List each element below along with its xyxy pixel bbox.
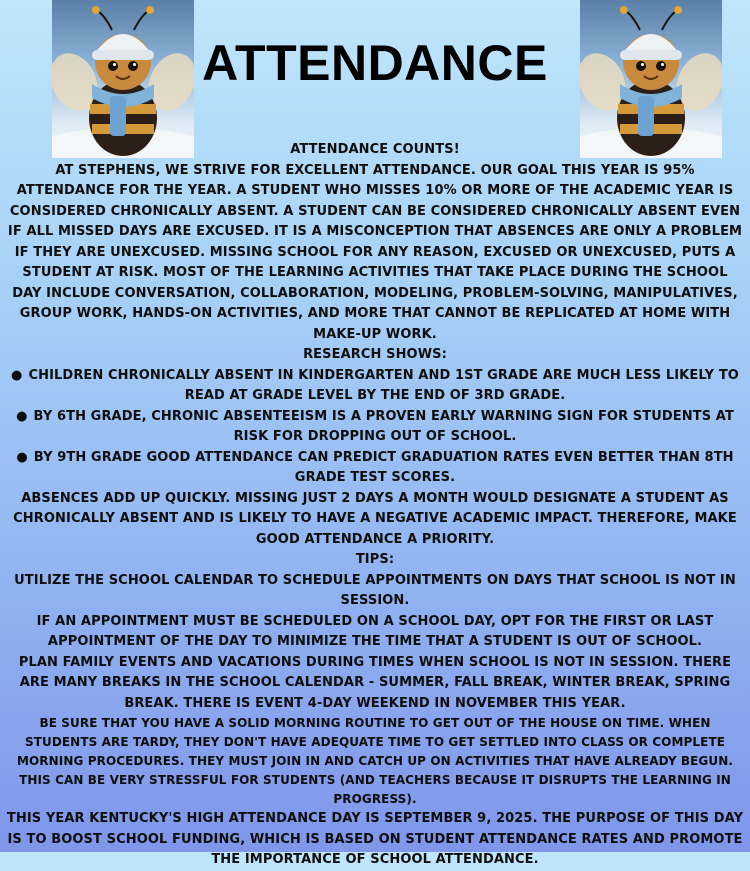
tip-item: BE SURE THAT YOU HAVE A SOLID MORNING ROUTINE TO GET OUT OF THE HOUSE ON TIME. WHEN STUDENTS ARE TARDY, THEY DON'T HAVE ADEQUATE TIME TO GET SETTLED INTO CLASS OR COMPLETE MORNING PROCEDURES. THEY MUST JOIN IN AND CATCH UP ON ACTIVITIES THAT HAVE ALREADY BEGUN. THIS CAN BE VERY STRESSFUL FOR STUDENTS (AND TEACHERS BECAUSE IT DISRUPTS THE LEARNING IN PROGRESS). (16, 716, 734, 806)
document-body (6, 140, 744, 871)
tip-item: PLAN FAMILY EVENTS AND VACATIONS DURING TIMES WHEN SCHOOL IS NOT IN SESSION. THERE ARE MANY BREAKS IN THE SCHOOL CALENDAR - SUMMER, FALL BREAK, WINTER BREAK, SPRING BREAK. THERE IS EVENT 4-DAY WEEKEND IN NOVEMBER THIS YEAR. (18, 654, 732, 711)
tip-item: UTILIZE THE SCHOOL CALENDAR TO SCHEDULE APPOINTMENTS ON DAYS THAT SCHOOL IS NOT IN SESSION. (14, 572, 736, 608)
research-item: ● BY 6TH GRADE, CHRONIC ABSENTEEISM IS A PROVEN EARLY WARNING SIGN FOR STUDENTS AT RISK FOR DROPPING OUT OF SCHOOL. (6, 407, 744, 448)
section-heading-attendance-counts: ATTENDANCE COUNTS! (290, 142, 460, 157)
tip-item: IF AN APPOINTMENT MUST BE SCHEDULED ON A SCHOOL DAY, OPT FOR THE FIRST OR LAST APPOINTMENT OF THE DAY TO MINIMIZE THE TIME THAT A STUDENT IS OUT OF SCHOOL. (36, 613, 714, 649)
absences-paragraph: ABSENCES ADD UP QUICKLY. MISSING JUST 2 DAYS A MONTH WOULD DESIGNATE A STUDENT AS CHRONICALLY ABSENT AND IS LIKELY TO HAVE A NEGATIVE ACADEMIC IMPACT. THEREFORE, MAKE GOOD ATTENDANCE A PRIORITY. (13, 490, 737, 547)
research-item: ● CHILDREN CHRONICALLY ABSENT IN KINDERGARTEN AND 1ST GRADE ARE MUCH LESS LIKELY TO READ AT GRADE LEVEL BY THE END OF 3RD GRADE. (6, 366, 744, 407)
research-item: ● BY 9TH GRADE GOOD ATTENDANCE CAN PREDICT GRADUATION RATES EVEN BETTER THAN 8TH GRADE TEST SCORES. (6, 448, 744, 489)
section-heading-research: RESEARCH SHOWS: (303, 347, 447, 362)
intro-paragraph: AT STEPHENS, WE STRIVE FOR EXCELLENT ATTENDANCE. OUR GOAL THIS YEAR IS 95% ATTENDANCE FOR THE YEAR. A STUDENT WHO MISSES 10% OR MORE OF THE ACADEMIC YEAR IS CONSIDERED CHRONICALLY ABSENT. A STUDENT CAN BE CONSIDERED CHRONICALLY ABSENT EVEN IF ALL MISSED DAYS ARE EXCUSED. IT IS A MISCONCEPTION THAT ABSENCES ARE ONLY A PROBLEM IF THEY ARE UNEXCUSED. MISSING SCHOOL FOR ANY REASON, EXCUSED OR UNEXCUSED, PUTS A STUDENT AT RISK. MOST OF THE LEARNING ACTIVITIES THAT TAKE PLACE DURING THE SCHOOL DAY INCLUDE CONVERSATION, COLLABORATION, MODELING, PROBLEM-SOLVING, MANIPULATIVES, GROUP WORK, HANDS-ON ACTIVITIES, AND MORE THAT CANNOT BE REPLICATED AT HOME WITH MAKE-UP WORK. (7, 162, 743, 342)
closing-paragraph: THIS YEAR KENTUCKY'S HIGH ATTENDANCE DAY IS SEPTEMBER 9, 2025. THE PURPOSE OF THIS DAY IS TO BOOST SCHOOL FUNDING, WHICH IS BASED ON STUDENT ATTENDANCE RATES AND PROMOTE THE IMPORTANCE OF SCHOOL ATTENDANCE. (6, 811, 744, 867)
page-title: ATTENDANCE (202, 35, 548, 91)
section-heading-tips: TIPS: (355, 552, 395, 567)
